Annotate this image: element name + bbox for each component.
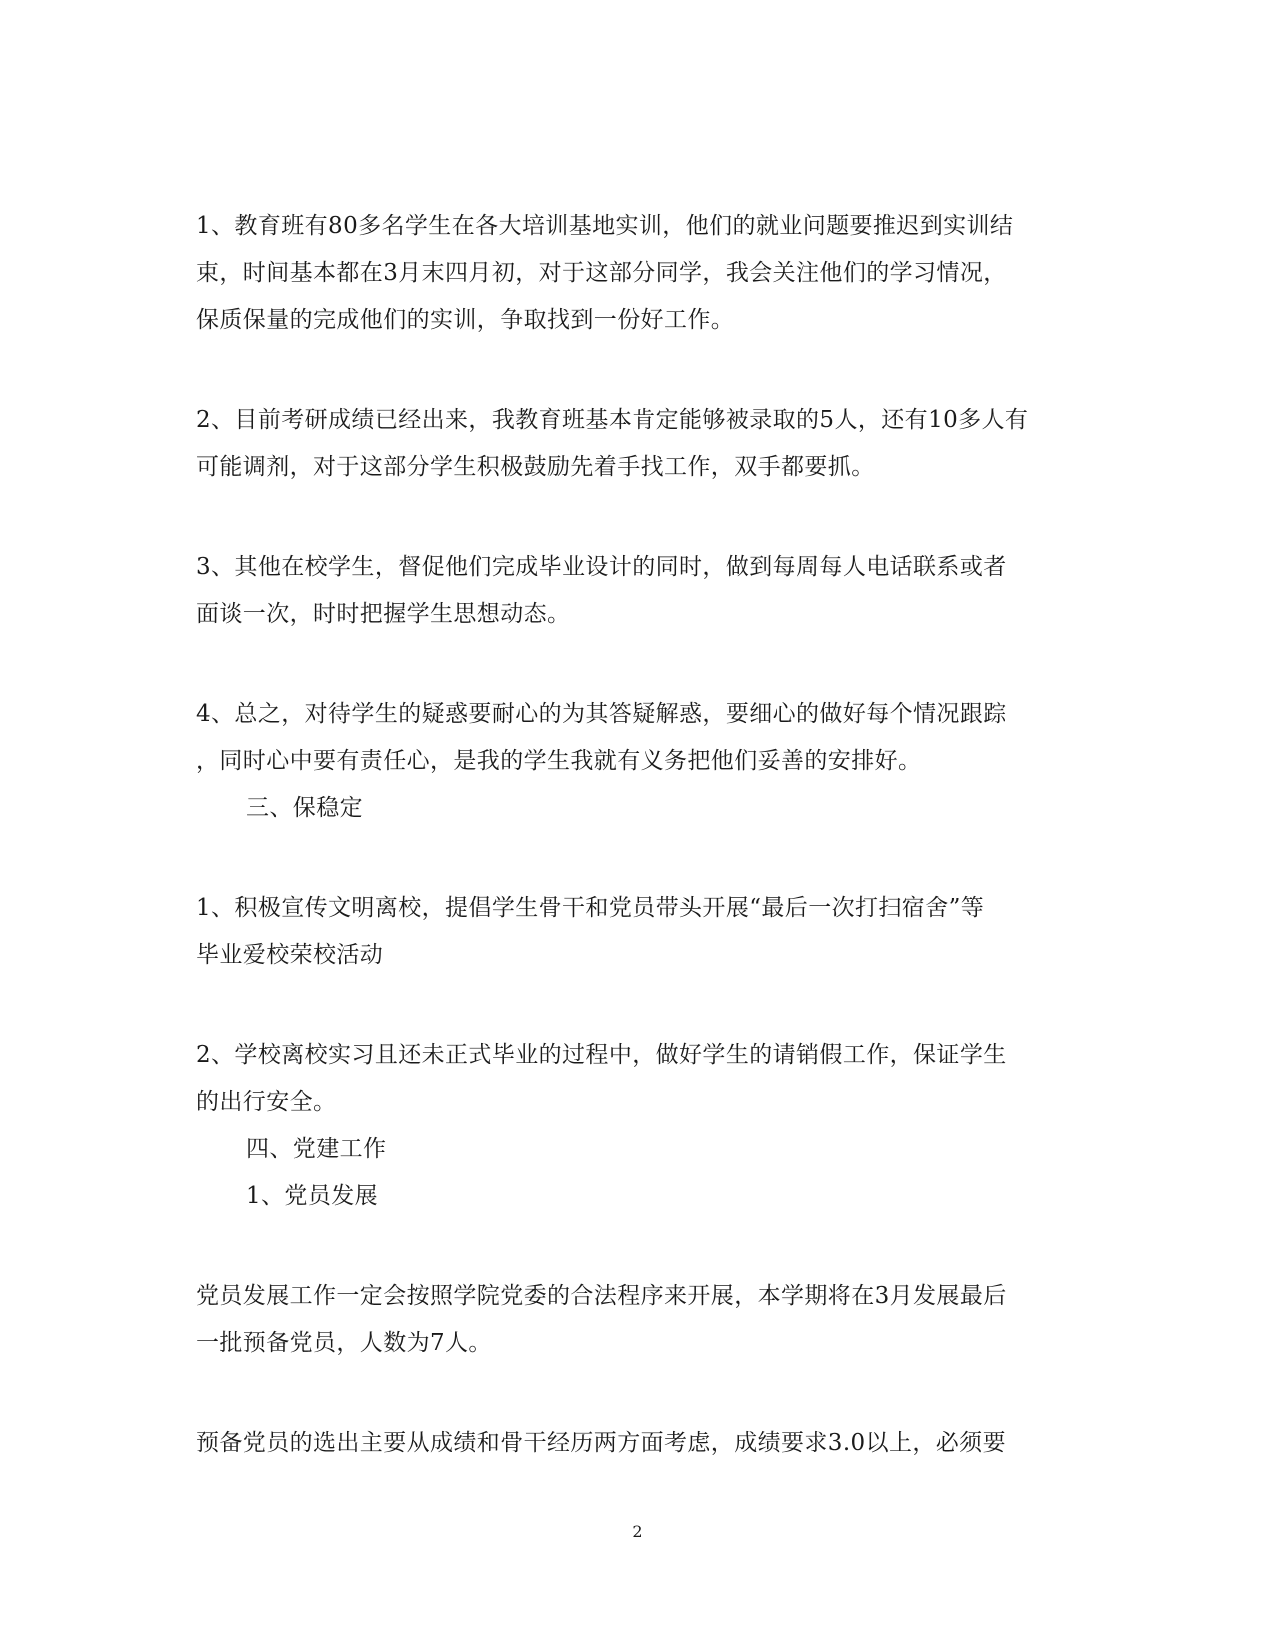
page-number: 2: [632, 1522, 643, 1541]
text-line: 束，时间基本都在3月末四月初，对于这部分同学，我会关注他们的学习情况，: [196, 260, 1007, 286]
text-line: 预备党员的选出主要从成绩和骨干经历两方面考虑，成绩要求3.0以上，必须要: [196, 1430, 1006, 1456]
text-line: 保质保量的完成他们的实训，争取找到一份好工作。: [196, 307, 735, 333]
text-line: 3、其他在校学生，督促他们完成毕业设计的同时，做到每周每人电话联系或者: [196, 554, 1007, 580]
text-line: 一批预备党员，人数为7人。: [196, 1330, 492, 1356]
section-heading: 四、党建工作: [246, 1136, 387, 1162]
text-line: 毕业爱校荣校活动: [196, 942, 384, 968]
text-line: 可能调剂，对于这部分学生积极鼓励先着手找工作，双手都要抓。: [196, 454, 875, 480]
text-line: 4、总之，对待学生的疑惑要耐心的为其答疑解惑，要细心的做好每个情况跟踪: [196, 701, 1007, 727]
section-heading: 三、保稳定: [246, 795, 363, 821]
subsection-heading: 1、党员发展: [246, 1183, 379, 1209]
text-line: 1、教育班有80多名学生在各大培训基地实训，他们的就业问题要推迟到实训结: [196, 213, 1014, 239]
text-line: ，同时心中要有责任心，是我的学生我就有义务把他们妥善的安排好。: [196, 748, 922, 774]
text-line: 党员发展工作一定会按照学院党委的合法程序来开展，本学期将在3月发展最后: [196, 1283, 1007, 1309]
text-line: 1、积极宣传文明离校，提倡学生骨干和党员带头开展“最后一次打扫宿舍”等: [196, 895, 985, 921]
text-line: 2、目前考研成绩已经出来，我教育班基本肯定能够被录取的5人，还有10多人有: [196, 407, 1029, 433]
text-line: 面谈一次，时时把握学生思想动态。: [196, 601, 571, 627]
text-line: 2、学校离校实习且还未正式毕业的过程中，做好学生的请销假工作，保证学生: [196, 1042, 1007, 1068]
text-line: 的出行安全。: [196, 1089, 337, 1115]
